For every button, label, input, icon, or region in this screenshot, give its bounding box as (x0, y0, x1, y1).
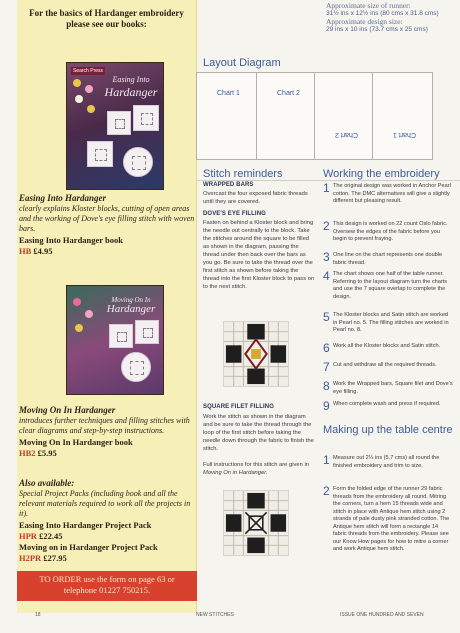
chart-1-label: Chart 1 (217, 90, 240, 97)
book2-order-line: Moving On In Hardanger book (19, 437, 133, 447)
flower-decoration (69, 65, 99, 125)
step-number: 3 (323, 250, 330, 264)
working-step (323, 252, 453, 267)
wrapped-bars-text: Overcast the four exposed fabric threads until they are covered. (203, 191, 308, 205)
layout-diagram (196, 72, 433, 160)
working-step (323, 271, 453, 301)
cover-title-big: Hardanger (106, 303, 156, 315)
working-step (323, 221, 453, 244)
book2-description: introduces further techniques and filling stitches with clear diagrams and step-by-step instructions. (19, 416, 190, 435)
step-text: The chart shows one half of the table runner. Referring to the layout diagram turn the charts and use the 7 square overlap to complete the design. (333, 271, 448, 300)
lace-sample (87, 141, 113, 167)
cover-title-big: Hardanger (104, 85, 158, 99)
pack1-price (19, 531, 195, 541)
square-filet-text: Work the stitch as shown in the diagram and be sure to take the thread through the loop of the first stitch before taking the needle down through the fabric to finish the stitch. (203, 414, 314, 452)
cover-title (103, 75, 159, 99)
cover-title-small: Moving On In (111, 296, 151, 304)
working-step (323, 312, 453, 335)
size-info (326, 2, 456, 34)
book1-description: clearly explains Kloster blocks, cutting of open areas and the working of Dove's eye filling stitch with woven bars. (19, 204, 195, 233)
runner-size-label: Approximate size of runner: (326, 1, 411, 10)
design-size-label: Approximate design size: (326, 17, 403, 26)
full-instructions-text (203, 461, 316, 477)
book1-code: HB (19, 246, 32, 256)
issue-label: ISSUE ONE HUNDRED AND SEVEN (340, 612, 424, 618)
book-cover-easing-into-hardanger (66, 62, 164, 190)
working-step (323, 360, 453, 374)
working-step (323, 381, 453, 396)
step-number: 2 (323, 219, 330, 233)
step-number: 5 (323, 310, 330, 324)
step-number: 8 (323, 379, 330, 393)
book2-price-value: £5.95 (37, 448, 57, 458)
page-number: 18 (35, 612, 41, 618)
step-text: This design is worked on 22 count Oslo fabric. Oversew the edges of the fabric before you begin to prevent fraying. (333, 221, 448, 242)
promo-intro: For the basics of Hardanger embroidery please see our books: (29, 8, 184, 29)
book2-details (19, 405, 195, 458)
step-number: 7 (323, 360, 330, 374)
working-heading: Working the embroidery (323, 168, 440, 180)
promo-panel (17, 0, 197, 613)
chart-2-label: Chart 2 (277, 90, 300, 97)
also-available-description: Special Project Packs (including book and all the relevant materials required to work all the projects in it). (19, 489, 191, 518)
step-text: Measure out 2¼ ins (5.7 cms) all round the finished embroidery and trim to size. (333, 455, 440, 469)
square-filet-illustration (224, 491, 288, 555)
magazine-name: NEW STITCHES (196, 612, 234, 618)
square-filet-diagram (223, 490, 289, 556)
working-step (323, 183, 453, 206)
making-step (323, 455, 453, 470)
step-text: When complete wash and press if required. (333, 401, 441, 407)
step-text: Form the folded edge of the runner 29 fabric threads from the embroidery all round. Mitring the corners, turn a hem 15 threads wide and stitch in place with Antique hem stitch using 2 strands of pale dusty pink stranded cotton. The Antique hem stitch will form a rectangle 14 fabric threads from the embroidery. Please see our Know How pages for how to mitre a corner and work Antique hem stitch. (333, 486, 450, 552)
lace-sample (109, 324, 133, 348)
book-cover-moving-on-in-hardanger (66, 285, 164, 395)
book1-price (19, 246, 195, 256)
book2-code: HB2 (19, 448, 36, 458)
book1-price-value: £4.95 (33, 246, 53, 256)
step-number: 1 (323, 453, 330, 467)
chart-2-cell (257, 73, 315, 159)
step-text: The original design was worked in Anchor Pearl cotton. The DMC alternatives will give a slightly different but pleasing result. (333, 183, 451, 204)
lace-sample (135, 320, 159, 344)
chart-1-cell (197, 73, 257, 159)
flower-decoration (69, 288, 99, 348)
step-number: 6 (323, 341, 330, 355)
pack2-price (19, 553, 195, 563)
book1-order-line: Easing Into Hardanger book (19, 235, 123, 245)
project-packs (19, 478, 195, 563)
pack2-price-value: £27.95 (43, 553, 67, 563)
step-text: Cut and withdraw all the required threads. (333, 362, 437, 368)
cover-title (103, 296, 159, 314)
runner-size-value: 31½ ins x 12½ ins (80 cms x 31.8 cms) (326, 10, 439, 17)
layout-diagram-heading: Layout Diagram (203, 57, 281, 69)
lace-sample (123, 147, 153, 177)
chart-1-rotated-cell (373, 73, 432, 159)
pack2-name: Moving on in Hardanger Project Pack (19, 542, 158, 552)
book2-title: Moving On In Hardanger (19, 405, 116, 415)
making-step (323, 486, 453, 554)
chart-1-rotated-label: Chart 1 (393, 131, 416, 138)
pack1-name: Easing Into Hardanger Project Pack (19, 520, 152, 530)
also-available-title: Also available: (19, 478, 75, 488)
square-filet-title: SQUARE FILET FILLING (203, 404, 274, 410)
doves-eye-illustration (224, 322, 288, 386)
step-text: Work the Wrapped bars, Square filet and Dove's eye filling. (333, 381, 453, 395)
lace-sample (121, 352, 151, 382)
doves-eye-text: Fasten on behind a Kloster block and bring the needle out centrally to the block. Take the stitches around the square to be filled as shown in the diagram, passing the thread under then back over the bars as you go. Be sure to take the thread over the first stitch as shown before taking the thread into the first Kloster block to pass on to the next stitch. (203, 220, 315, 290)
full-instructions-reference: Moving On in Hardanger. (203, 470, 268, 476)
cover-publisher: Search Press (73, 68, 104, 74)
step-number: 1 (323, 181, 330, 195)
step-text: Work all the Kloster blocks and Satin stitch. (333, 343, 441, 349)
pack2-code: H2PR (19, 553, 42, 563)
doves-eye-diagram (223, 321, 289, 387)
pack1-code: HPR (19, 531, 37, 541)
book1-details (19, 193, 195, 256)
working-step (323, 341, 453, 355)
step-text: The Kloster blocks and Satin stitch are worked in Pearl no. 5. The filling stitches are worked in Pearl no. 8. (333, 312, 449, 333)
wrapped-bars-title: WRAPPED BARS (203, 182, 254, 188)
stitch-reminders-heading: Stitch reminders (203, 168, 283, 180)
cover-title-small: Easing Into (112, 75, 150, 84)
design-size-value: 29 ins x 10 ins (73.7 cms x 25 cms) (326, 26, 428, 33)
lace-sample (107, 111, 131, 135)
doves-eye-title: DOVE'S EYE FILLING (203, 211, 266, 217)
working-step (323, 399, 453, 413)
making-up-heading: Making up the table centre (323, 424, 453, 436)
step-number: 9 (323, 399, 330, 413)
step-number: 4 (323, 269, 330, 283)
step-number: 2 (323, 484, 330, 498)
lace-sample (133, 105, 159, 131)
step-text: One line on the chart represents one double fabric thread. (333, 252, 443, 266)
pack1-price-value: £22.45 (39, 531, 63, 541)
chart-2-rotated-label: Chart 2 (335, 131, 358, 138)
book1-title: Easing Into Hardanger (19, 193, 107, 203)
book2-price (19, 448, 195, 458)
chart-2-rotated-cell (315, 73, 373, 159)
full-instructions-prefix: Full instructions for this stitch are given in (203, 462, 309, 468)
order-banner[interactable]: TO ORDER use the form on page 63 or telephone 01227 750215. (17, 571, 197, 601)
